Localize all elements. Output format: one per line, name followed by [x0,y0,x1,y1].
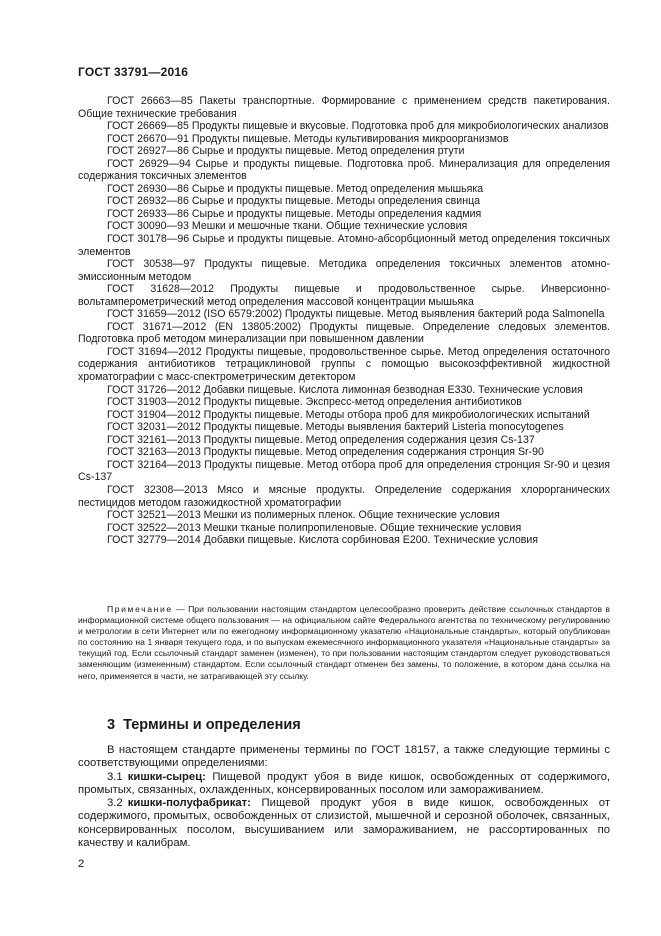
term-number: 3.1 [107,770,123,783]
term-definition: Пищевой продукт убоя в виде кишок, освобожденных от содержимого, промытых, освобожденных от слизистой, мышечной и серозной оболочек, связанных, консервированных посолом, высушиванием или замораживанием, не рассортированных по качеству и калибрам. [78,797,610,850]
term-entry [78,771,610,798]
reference-item: ГОСТ 32522—2013 Мешки тканые полипропиленовые. Общие технические условия [107,521,522,534]
reference-item: ГОСТ 26929—94 Сырье и продукты пищевые. Подготовка проб. Минерализация для определения содержания токсичных элементов [78,157,610,183]
reference-item: ГОСТ 31726—2012 Добавки пищевые. Кислота лимонная безводная Е330. Технические условия [107,383,583,396]
section-heading [107,717,301,733]
reference-item: ГОСТ 31904—2012 Продукты пищевые. Методы отбора проб для микробиологических испытаний [107,408,590,421]
reference-item: ГОСТ 30090—93 Мешки и мешочные ткани. Общие технические условия [107,220,468,233]
reference-item: ГОСТ 32163—2013 Продукты пищевые. Метод определения содержания стронция Sr-90 [107,446,544,459]
reference-item: ГОСТ 31694—2012 Продукты пищевые, продовольственное сырье. Метод определения остаточного содержания антибиотиков тетрациклиновой группы с помощью высокоэффективной жидкостной хроматографии с масс-спектрометрическим детектором [78,345,610,384]
reference-item: ГОСТ 31659—2012 (ISO 6579:2002) Продукты пищевые. Метод выявления бактерий рода Salmonella [107,308,605,321]
reference-item: ГОСТ 30178—96 Сырье и продукты пищевые. Атомно-абсорбционный метод определения токсичных элементов [78,233,610,258]
reference-item: ГОСТ 32161—2013 Продукты пищевые. Метод определения содержания цезия Cs-137 [107,433,535,446]
page-number: 2 [78,858,85,871]
intro-paragraph: В настоящем стандарте применены термины по ГОСТ 18157, а также следующие термины с соответствующими определениями: [78,744,610,770]
term-name: кишки-сырец: [127,770,206,783]
reference-item: ГОСТ 32164—2013 Продукты пищевые. Метод отбора проб для определения стронция Sr-90 и цезия Cs-137 [78,458,610,484]
term-name: кишки-полуфабрикат: [127,797,251,810]
reference-item: ГОСТ 31903—2012 Продукты пищевые. Экспресс-метод определения антибиотиков [107,396,522,409]
reference-item: ГОСТ 26933—86 Сырье и продукты пищевые. Методы определения кадмия [107,207,482,220]
section-body [78,744,610,872]
page-header: ГОСТ 33791—2016 [78,65,189,79]
reference-item: ГОСТ 26669—85 Продукты пищевые и вкусовые. Подготовка проб для микробиологических анализов [107,120,609,133]
reference-item: ГОСТ 32308—2013 Мясо и мясные продукты. Определение содержания хлорорганических пестицидов методом газожидкостной хроматографии [78,483,610,509]
reference-item: ГОСТ 30538—97 Продукты пищевые. Методика определения токсичных элементов атомно-эмиссионным методом [78,258,610,283]
reference-item: ГОСТ 26930—86 Сырье и продукты пищевые. Метод определения мышьяка [107,182,484,195]
note-block [78,604,610,682]
reference-item: ГОСТ 32521—2013 Мешки из полимерных пленок. Общие технические условия [107,509,500,522]
reference-item: ГОСТ 32779—2014 Добавки пищевые. Кислота сорбиновая Е200. Технические условия [107,534,539,547]
normative-references-list [78,95,610,547]
term-definition: Пищевой продукт убоя в виде кишок, освобожденных от содержимого, промытых, связанных, охлажденных, консервированных посолом или замораживанием. [78,770,610,796]
term-entry [78,797,610,850]
reference-item: ГОСТ 26927—86 Сырье и продукты пищевые. Метод определения ртути [107,145,465,158]
reference-item: ГОСТ 26670—91 Продукты пищевые. Методы культивирования микроорганизмов [107,132,509,145]
term-number: 3.2 [107,797,123,810]
reference-item: ГОСТ 31628—2012 Продукты пищевые и продовольственное сырье. Инверсионно-вольтамперометрический метод определения массовой концентрации мышьяка [78,283,610,308]
note-paragraph [78,604,610,682]
section-title-text: Термины и определения [123,717,301,733]
reference-item: ГОСТ 31671—2012 (EN 13805:2002) Продукты пищевые. Определение следовых элементов. Подготовка проб методом минерализации при повышенном давлении [78,320,610,346]
note-label: Примечание [107,604,173,614]
reference-item: ГОСТ 32031—2012 Продукты пищевые. Методы выявления бактерий Listeria monocytogenes [107,421,564,434]
reference-item: ГОСТ 26932—86 Сырье и продукты пищевые. Методы определения свинца [107,195,481,208]
reference-item: ГОСТ 26663—85 Пакеты транспортные. Формирование с применением средств пакетирования. Общие технические требования [78,95,610,120]
section-number: 3 [107,717,116,733]
note-text: — При пользовании настоящим стандартом целесообразно проверить действие ссылочных стандартов в информационной системе общего пользования — на официальном сайте Федерального агентства по техническому регулированию и метрологии в сети Интернет или по ежегодному информационному указателю «Национальные стандарты», который опубликован по состоянию на 1 января текущего года, и по выпускам ежемесячного информационного указателя «Национальные стандарты» за текущий год. Если ссылочный стандарт заменен (изменен), то при пользовании настоящим стандартом следует руководствоваться заменяющим (измененным) стандартом. Если ссылочный стандарт отменен без замены, то положение, в котором дана ссылка на него, применяется в части, не затрагивающей эту ссылку. [78,604,611,681]
